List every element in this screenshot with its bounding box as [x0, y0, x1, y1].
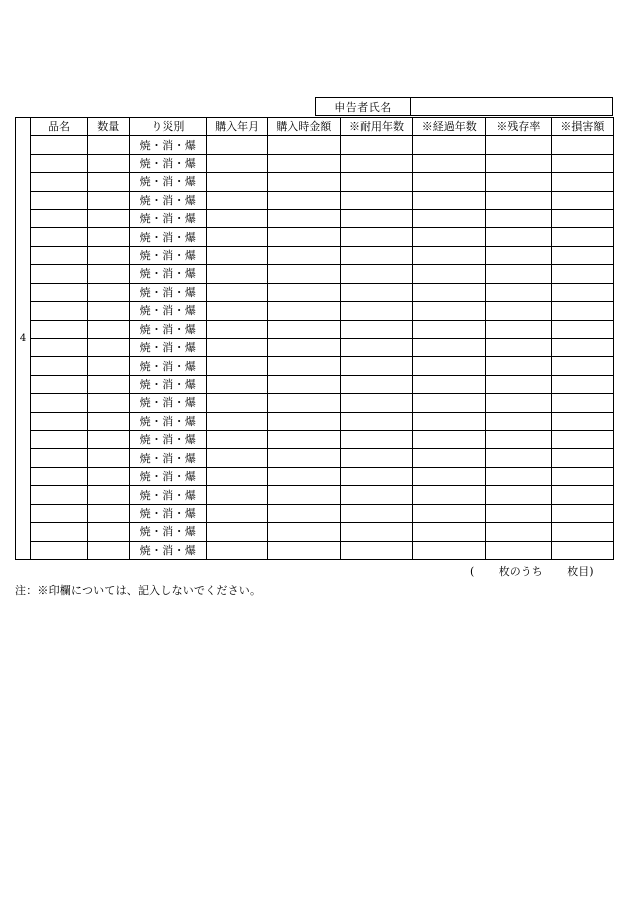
cell-purchase-date[interactable]	[207, 209, 268, 227]
footnote: 注：※印欄については、記入しないでください。	[15, 584, 262, 597]
cell-purchase-date[interactable]	[207, 191, 268, 209]
cell-disaster-type[interactable]: 焼・消・爆	[129, 357, 207, 375]
cell-useful-life[interactable]	[340, 467, 413, 485]
table-row	[31, 209, 613, 227]
cell-elapsed-years[interactable]	[413, 283, 486, 301]
cell-disaster-type[interactable]: 焼・消・爆	[129, 191, 207, 209]
cell-item-name[interactable]	[31, 467, 87, 485]
cell-elapsed-years[interactable]	[413, 523, 486, 541]
cell-residual-rate[interactable]	[486, 504, 552, 522]
page-count-nth-label: 枚目)	[567, 565, 594, 578]
header-purchase-date: 購入年月	[207, 118, 268, 136]
cell-disaster-type[interactable]: 焼・消・爆	[129, 265, 207, 283]
applicant-name-box	[315, 97, 613, 116]
cell-disaster-type[interactable]: 焼・消・爆	[129, 209, 207, 227]
cell-item-name[interactable]	[31, 449, 87, 467]
cell-damage-amount[interactable]	[551, 173, 613, 191]
cell-useful-life[interactable]	[340, 320, 413, 338]
cell-purchase-date[interactable]	[207, 338, 268, 356]
header-purchase-amount: 購入時金額	[267, 118, 340, 136]
cell-damage-amount[interactable]	[551, 265, 613, 283]
cell-residual-rate[interactable]	[486, 209, 552, 227]
cell-quantity[interactable]	[87, 173, 129, 191]
cell-elapsed-years[interactable]	[413, 394, 486, 412]
table-row	[31, 338, 613, 356]
table-row	[31, 486, 613, 504]
cell-purchase-date[interactable]	[207, 283, 268, 301]
cell-item-name[interactable]	[31, 412, 87, 430]
cell-elapsed-years[interactable]	[413, 486, 486, 504]
cell-residual-rate[interactable]	[486, 265, 552, 283]
cell-disaster-type[interactable]: 焼・消・爆	[129, 486, 207, 504]
cell-purchase-date[interactable]	[207, 431, 268, 449]
cell-damage-amount[interactable]	[551, 412, 613, 430]
cell-elapsed-years[interactable]	[413, 228, 486, 246]
cell-disaster-type[interactable]: 焼・消・爆	[129, 136, 207, 154]
cell-disaster-type[interactable]: 焼・消・爆	[129, 394, 207, 412]
cell-purchase-date[interactable]	[207, 412, 268, 430]
cell-useful-life[interactable]	[340, 265, 413, 283]
cell-damage-amount[interactable]	[551, 541, 613, 559]
cell-damage-amount[interactable]	[551, 375, 613, 393]
cell-elapsed-years[interactable]	[413, 449, 486, 467]
cell-purchase-amount[interactable]	[267, 375, 340, 393]
cell-damage-amount[interactable]	[551, 154, 613, 172]
cell-elapsed-years[interactable]	[413, 357, 486, 375]
cell-residual-rate[interactable]	[486, 431, 552, 449]
header-useful-life: ※耐用年数	[340, 118, 413, 136]
cell-purchase-amount[interactable]	[267, 504, 340, 522]
table-row	[31, 394, 613, 412]
cell-damage-amount[interactable]	[551, 394, 613, 412]
cell-useful-life[interactable]	[340, 338, 413, 356]
header-item-name: 品名	[31, 118, 87, 136]
cell-item-name[interactable]	[31, 375, 87, 393]
applicant-name-label: 申告者氏名	[316, 98, 411, 115]
cell-elapsed-years[interactable]	[413, 375, 486, 393]
cell-elapsed-years[interactable]	[413, 504, 486, 522]
cell-damage-amount[interactable]	[551, 246, 613, 264]
cell-residual-rate[interactable]	[486, 449, 552, 467]
page-count	[470, 563, 594, 579]
cell-item-name[interactable]	[31, 394, 87, 412]
cell-quantity[interactable]	[87, 449, 129, 467]
cell-item-name[interactable]	[31, 136, 87, 154]
cell-quantity[interactable]	[87, 541, 129, 559]
cell-purchase-date[interactable]	[207, 228, 268, 246]
cell-item-name[interactable]	[31, 431, 87, 449]
cell-item-name[interactable]	[31, 504, 87, 522]
cell-useful-life[interactable]	[340, 302, 413, 320]
applicant-name-field[interactable]	[411, 98, 612, 115]
cell-damage-amount[interactable]	[551, 283, 613, 301]
cell-purchase-date[interactable]	[207, 523, 268, 541]
table-row	[31, 283, 613, 301]
table-row	[31, 320, 613, 338]
table-row	[31, 136, 613, 154]
cell-item-name[interactable]	[31, 173, 87, 191]
cell-purchase-date[interactable]	[207, 486, 268, 504]
cell-residual-rate[interactable]	[486, 357, 552, 375]
table-row	[31, 265, 613, 283]
cell-purchase-amount[interactable]	[267, 228, 340, 246]
cell-useful-life[interactable]	[340, 431, 413, 449]
cell-disaster-type[interactable]: 焼・消・爆	[129, 523, 207, 541]
cell-residual-rate[interactable]	[486, 541, 552, 559]
cell-purchase-amount[interactable]	[267, 394, 340, 412]
cell-purchase-date[interactable]	[207, 357, 268, 375]
cell-purchase-amount[interactable]	[267, 541, 340, 559]
cell-disaster-type[interactable]: 焼・消・爆	[129, 449, 207, 467]
cell-disaster-type[interactable]: 焼・消・爆	[129, 467, 207, 485]
cell-disaster-type[interactable]: 焼・消・爆	[129, 173, 207, 191]
cell-useful-life[interactable]	[340, 154, 413, 172]
table-row	[31, 154, 613, 172]
cell-purchase-amount[interactable]	[267, 302, 340, 320]
damage-record-table	[31, 118, 613, 559]
cell-purchase-date[interactable]	[207, 265, 268, 283]
cell-useful-life[interactable]	[340, 449, 413, 467]
cell-elapsed-years[interactable]	[413, 246, 486, 264]
cell-quantity[interactable]	[87, 486, 129, 504]
cell-damage-amount[interactable]	[551, 504, 613, 522]
table-row	[31, 541, 613, 559]
table-row	[31, 523, 613, 541]
cell-purchase-amount[interactable]	[267, 154, 340, 172]
cell-disaster-type[interactable]: 焼・消・爆	[129, 504, 207, 522]
damage-record-form	[15, 117, 614, 560]
cell-item-name[interactable]	[31, 265, 87, 283]
cell-purchase-amount[interactable]	[267, 246, 340, 264]
cell-useful-life[interactable]	[340, 136, 413, 154]
cell-elapsed-years[interactable]	[413, 302, 486, 320]
cell-residual-rate[interactable]	[486, 302, 552, 320]
header-disaster-type: り災別	[129, 118, 207, 136]
cell-item-name[interactable]	[31, 154, 87, 172]
cell-elapsed-years[interactable]	[413, 320, 486, 338]
cell-residual-rate[interactable]	[486, 486, 552, 504]
table-row	[31, 246, 613, 264]
cell-quantity[interactable]	[87, 431, 129, 449]
cell-disaster-type[interactable]: 焼・消・爆	[129, 412, 207, 430]
cell-disaster-type[interactable]: 焼・消・爆	[129, 154, 207, 172]
cell-quantity[interactable]	[87, 412, 129, 430]
section-number: 4	[16, 118, 31, 559]
cell-purchase-date[interactable]	[207, 467, 268, 485]
cell-useful-life[interactable]	[340, 486, 413, 504]
cell-elapsed-years[interactable]	[413, 412, 486, 430]
cell-item-name[interactable]	[31, 357, 87, 375]
cell-purchase-amount[interactable]	[267, 283, 340, 301]
cell-quantity[interactable]	[87, 228, 129, 246]
cell-quantity[interactable]	[87, 504, 129, 522]
cell-damage-amount[interactable]	[551, 320, 613, 338]
cell-disaster-type[interactable]: 焼・消・爆	[129, 246, 207, 264]
cell-damage-amount[interactable]	[551, 191, 613, 209]
cell-purchase-date[interactable]	[207, 375, 268, 393]
cell-damage-amount[interactable]	[551, 486, 613, 504]
cell-item-name[interactable]	[31, 209, 87, 227]
cell-damage-amount[interactable]	[551, 467, 613, 485]
header-quantity: 数量	[87, 118, 129, 136]
cell-elapsed-years[interactable]	[413, 209, 486, 227]
cell-useful-life[interactable]	[340, 412, 413, 430]
cell-quantity[interactable]	[87, 209, 129, 227]
cell-disaster-type[interactable]: 焼・消・爆	[129, 283, 207, 301]
cell-quantity[interactable]	[87, 357, 129, 375]
cell-useful-life[interactable]	[340, 523, 413, 541]
cell-quantity[interactable]	[87, 154, 129, 172]
cell-elapsed-years[interactable]	[413, 338, 486, 356]
header-damage-amount: ※損害額	[551, 118, 613, 136]
cell-quantity[interactable]	[87, 246, 129, 264]
cell-disaster-type[interactable]: 焼・消・爆	[129, 375, 207, 393]
cell-quantity[interactable]	[87, 467, 129, 485]
cell-useful-life[interactable]	[340, 228, 413, 246]
cell-residual-rate[interactable]	[486, 375, 552, 393]
cell-quantity[interactable]	[87, 338, 129, 356]
table-row	[31, 302, 613, 320]
cell-damage-amount[interactable]	[551, 523, 613, 541]
cell-item-name[interactable]	[31, 523, 87, 541]
cell-quantity[interactable]	[87, 375, 129, 393]
cell-purchase-amount[interactable]	[267, 136, 340, 154]
cell-damage-amount[interactable]	[551, 449, 613, 467]
cell-item-name[interactable]	[31, 541, 87, 559]
cell-elapsed-years[interactable]	[413, 265, 486, 283]
cell-purchase-date[interactable]	[207, 136, 268, 154]
table-row	[31, 467, 613, 485]
cell-purchase-date[interactable]	[207, 154, 268, 172]
cell-damage-amount[interactable]	[551, 431, 613, 449]
cell-item-name[interactable]	[31, 302, 87, 320]
table-row	[31, 449, 613, 467]
cell-useful-life[interactable]	[340, 283, 413, 301]
cell-useful-life[interactable]	[340, 209, 413, 227]
cell-useful-life[interactable]	[340, 191, 413, 209]
cell-damage-amount[interactable]	[551, 136, 613, 154]
cell-damage-amount[interactable]	[551, 228, 613, 246]
cell-purchase-amount[interactable]	[267, 357, 340, 375]
cell-purchase-amount[interactable]	[267, 523, 340, 541]
cell-disaster-type[interactable]: 焼・消・爆	[129, 431, 207, 449]
cell-elapsed-years[interactable]	[413, 154, 486, 172]
cell-elapsed-years[interactable]	[413, 173, 486, 191]
cell-disaster-type[interactable]: 焼・消・爆	[129, 320, 207, 338]
cell-elapsed-years[interactable]	[413, 467, 486, 485]
cell-quantity[interactable]	[87, 302, 129, 320]
cell-quantity[interactable]	[87, 320, 129, 338]
cell-purchase-date[interactable]	[207, 504, 268, 522]
cell-purchase-date[interactable]	[207, 173, 268, 191]
cell-quantity[interactable]	[87, 136, 129, 154]
cell-quantity[interactable]	[87, 265, 129, 283]
cell-purchase-amount[interactable]	[267, 338, 340, 356]
cell-elapsed-years[interactable]	[413, 136, 486, 154]
cell-residual-rate[interactable]	[486, 173, 552, 191]
cell-purchase-amount[interactable]	[267, 467, 340, 485]
table-row	[31, 375, 613, 393]
cell-purchase-amount[interactable]	[267, 173, 340, 191]
cell-residual-rate[interactable]	[486, 191, 552, 209]
cell-residual-rate[interactable]	[486, 523, 552, 541]
table-row	[31, 412, 613, 430]
table-row	[31, 191, 613, 209]
cell-purchase-date[interactable]	[207, 449, 268, 467]
cell-quantity[interactable]	[87, 523, 129, 541]
cell-residual-rate[interactable]	[486, 467, 552, 485]
cell-purchase-date[interactable]	[207, 320, 268, 338]
cell-useful-life[interactable]	[340, 504, 413, 522]
table-header-row	[31, 118, 613, 136]
table-row	[31, 228, 613, 246]
cell-purchase-amount[interactable]	[267, 265, 340, 283]
cell-purchase-date[interactable]	[207, 394, 268, 412]
cell-useful-life[interactable]	[340, 173, 413, 191]
cell-disaster-type[interactable]: 焼・消・爆	[129, 302, 207, 320]
cell-quantity[interactable]	[87, 394, 129, 412]
cell-elapsed-years[interactable]	[413, 431, 486, 449]
cell-purchase-date[interactable]	[207, 246, 268, 264]
cell-purchase-amount[interactable]	[267, 320, 340, 338]
cell-purchase-amount[interactable]	[267, 209, 340, 227]
cell-quantity[interactable]	[87, 191, 129, 209]
cell-residual-rate[interactable]	[486, 136, 552, 154]
cell-item-name[interactable]	[31, 228, 87, 246]
cell-item-name[interactable]	[31, 320, 87, 338]
cell-purchase-amount[interactable]	[267, 449, 340, 467]
cell-useful-life[interactable]	[340, 246, 413, 264]
page-count-open: (	[470, 565, 475, 578]
cell-item-name[interactable]	[31, 246, 87, 264]
table-row	[31, 357, 613, 375]
cell-item-name[interactable]	[31, 283, 87, 301]
cell-elapsed-years[interactable]	[413, 541, 486, 559]
cell-damage-amount[interactable]	[551, 302, 613, 320]
cell-disaster-type[interactable]: 焼・消・爆	[129, 541, 207, 559]
cell-useful-life[interactable]	[340, 357, 413, 375]
cell-residual-rate[interactable]	[486, 320, 552, 338]
cell-purchase-date[interactable]	[207, 541, 268, 559]
cell-useful-life[interactable]	[340, 541, 413, 559]
cell-item-name[interactable]	[31, 486, 87, 504]
cell-disaster-type[interactable]: 焼・消・爆	[129, 338, 207, 356]
cell-residual-rate[interactable]	[486, 412, 552, 430]
cell-useful-life[interactable]	[340, 375, 413, 393]
cell-quantity[interactable]	[87, 283, 129, 301]
cell-residual-rate[interactable]	[486, 154, 552, 172]
cell-purchase-amount[interactable]	[267, 431, 340, 449]
header-elapsed-years: ※経過年数	[413, 118, 486, 136]
cell-purchase-date[interactable]	[207, 302, 268, 320]
cell-residual-rate[interactable]	[486, 228, 552, 246]
cell-damage-amount[interactable]	[551, 357, 613, 375]
table-row	[31, 431, 613, 449]
page-count-of-label: 枚のうち	[498, 565, 543, 578]
cell-purchase-amount[interactable]	[267, 191, 340, 209]
table-row	[31, 504, 613, 522]
table-row	[31, 173, 613, 191]
header-residual-rate: ※残存率	[486, 118, 552, 136]
cell-item-name[interactable]	[31, 338, 87, 356]
cell-elapsed-years[interactable]	[413, 191, 486, 209]
cell-residual-rate[interactable]	[486, 394, 552, 412]
cell-item-name[interactable]	[31, 191, 87, 209]
cell-disaster-type[interactable]: 焼・消・爆	[129, 228, 207, 246]
cell-residual-rate[interactable]	[486, 338, 552, 356]
cell-damage-amount[interactable]	[551, 209, 613, 227]
cell-residual-rate[interactable]	[486, 283, 552, 301]
cell-purchase-amount[interactable]	[267, 412, 340, 430]
cell-useful-life[interactable]	[340, 394, 413, 412]
cell-purchase-amount[interactable]	[267, 486, 340, 504]
cell-damage-amount[interactable]	[551, 338, 613, 356]
cell-residual-rate[interactable]	[486, 246, 552, 264]
